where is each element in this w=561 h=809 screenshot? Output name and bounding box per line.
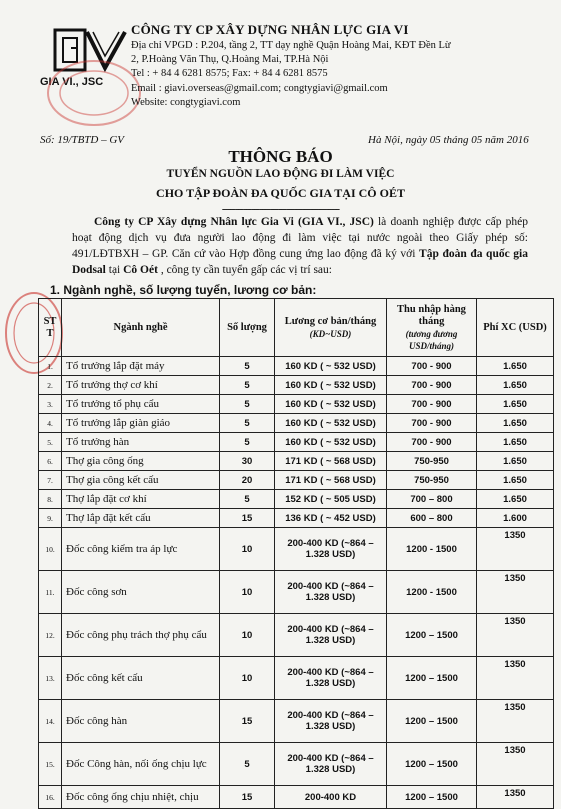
cell-income: 1200 - 1500	[387, 528, 477, 571]
cell-salary: 136 KD ( ~ 452 USD)	[275, 509, 387, 528]
table-row	[39, 433, 554, 452]
intro-paragraph	[72, 214, 528, 278]
cell-salary: 160 KD ( ~ 532 USD)	[275, 376, 387, 395]
intro-partner-name: Tập đoàn đa quốc gia Dodsal	[72, 248, 528, 276]
cell-income: 750-950	[387, 471, 477, 490]
cell-salary: 160 KD ( ~ 532 USD)	[275, 414, 387, 433]
cell-stt: 15.	[39, 743, 62, 786]
cell-stt: 1.	[39, 357, 62, 376]
cell-income: 700 - 900	[387, 414, 477, 433]
cell-fee: 1.600	[477, 509, 554, 528]
cell-job: Đốc công phụ trách thợ phụ cẩu	[62, 614, 220, 657]
cell-fee: 1.650	[477, 433, 554, 452]
cell-salary: 200-400 KD (~864 –1.328 USD)	[275, 700, 387, 743]
cell-salary: 152 KD ( ~ 505 USD)	[275, 490, 387, 509]
document-subtitle-2: CHO TẬP ĐOÀN ĐA QUỐC GIA TẠI CÔ OÉT	[156, 186, 405, 200]
cell-qty: 5	[220, 433, 275, 452]
cell-stt: 6.	[39, 452, 62, 471]
cell-stt: 14.	[39, 700, 62, 743]
col-header-job: Ngành nghề	[62, 299, 220, 357]
intro-text-end: , công ty cần tuyển gấp các vị trí sau:	[157, 264, 332, 276]
cell-job: Tổ trưởng thợ cơ khí	[62, 376, 220, 395]
cell-fee: 1350	[477, 571, 554, 614]
cell-job: Tổ trưởng hàn	[62, 433, 220, 452]
cell-salary: 200-400 KD	[275, 786, 387, 809]
cell-fee: 1350	[477, 528, 554, 571]
cell-qty: 10	[220, 614, 275, 657]
table-row	[39, 786, 554, 809]
tel-fax-line: Tel : + 84 4 6281 8575; Fax: + 84 4 6281 8575	[131, 68, 328, 79]
cell-income: 1200 – 1500	[387, 743, 477, 786]
cell-job: Đốc công sơn	[62, 571, 220, 614]
cell-job: Thợ lắp đặt kết cấu	[62, 509, 220, 528]
cell-job: Tổ trưởng tổ phụ cẩu	[62, 395, 220, 414]
table-row	[39, 528, 554, 571]
intro-company-name: Công ty CP Xây dựng Nhân lực Gia Vi (GIA VI., JSC)	[94, 216, 374, 228]
intro-text: là doanh nghiệp được cấp phép hoạt động dịch vụ đưa người lao động đi làm việc tại nước ngoài theo Giấy phép số: 491/LĐTBXH – GP. Căn cứ vào Hợp đồng cung ứng lao động đã ký với	[72, 216, 528, 260]
col-header-salary	[275, 299, 387, 357]
cell-fee: 1.650	[477, 357, 554, 376]
cell-income: 1200 – 1500	[387, 700, 477, 743]
cell-job: Đốc Công hàn, nối ống chịu lực	[62, 743, 220, 786]
cell-income: 700 – 800	[387, 490, 477, 509]
table-row	[39, 452, 554, 471]
intro-country: Cô Oét	[123, 264, 158, 276]
cell-salary: 200-400 KD (~864 –1.328 USD)	[275, 614, 387, 657]
cell-job: Thợ gia công ống	[62, 452, 220, 471]
cell-fee: 1.650	[477, 490, 554, 509]
cell-fee: 1350	[477, 614, 554, 657]
income-header-note: (tương đương USD/tháng)	[405, 328, 458, 351]
table-row	[39, 395, 554, 414]
cell-income: 700 - 900	[387, 376, 477, 395]
table-row	[39, 414, 554, 433]
cell-income: 750-950	[387, 452, 477, 471]
cell-stt: 13.	[39, 657, 62, 700]
address-line-1: Địa chỉ VPGD : P.204, tầng 2, TT dạy nghề Quận Hoàng Mai, KĐT Đền Lừ	[131, 40, 451, 51]
cell-qty: 15	[220, 509, 275, 528]
cell-salary: 160 KD ( ~ 532 USD)	[275, 357, 387, 376]
cell-salary: 200-400 KD (~864 –1.328 USD)	[275, 528, 387, 571]
cell-job: Thợ lắp đặt cơ khí	[62, 490, 220, 509]
cell-stt: 12.	[39, 614, 62, 657]
cell-qty: 15	[220, 786, 275, 809]
cell-job: Đốc công ống chịu nhiệt, chịu	[62, 786, 220, 809]
cell-fee: 1350	[477, 786, 554, 809]
cell-qty: 5	[220, 743, 275, 786]
table-row	[39, 376, 554, 395]
table-row	[39, 743, 554, 786]
cell-fee: 1350	[477, 743, 554, 786]
company-name: CÔNG TY CP XÂY DỰNG NHÂN LỰC GIA VI	[131, 22, 409, 37]
cell-fee: 1350	[477, 700, 554, 743]
cell-income: 1200 – 1500	[387, 657, 477, 700]
logo-caption: GIA VI., JSC	[40, 76, 104, 88]
cell-qty: 5	[220, 395, 275, 414]
cell-stt: 10.	[39, 528, 62, 571]
col-header-quantity: Số lượng	[220, 299, 275, 357]
cell-stt: 4.	[39, 414, 62, 433]
cell-stt: 16.	[39, 786, 62, 809]
table-row	[39, 657, 554, 700]
salary-header-unit: (KD~USD)	[309, 328, 352, 339]
cell-salary: 200-400 KD (~864 –1.328 USD)	[275, 571, 387, 614]
cell-income: 700 - 900	[387, 357, 477, 376]
cell-income: 1200 - 1500	[387, 571, 477, 614]
cell-fee: 1.650	[477, 376, 554, 395]
cell-fee: 1.650	[477, 395, 554, 414]
document-subtitle-1: TUYỂN NGUỒN LAO ĐỘNG ĐI LÀM VIỆC	[166, 168, 395, 180]
cell-income: 700 - 900	[387, 433, 477, 452]
document-number: Số: 19/TBTD – GV	[40, 134, 125, 146]
income-header-label: Thu nhập hàng tháng	[397, 303, 466, 327]
cell-qty: 30	[220, 452, 275, 471]
document-title: THÔNG BÁO	[228, 147, 333, 166]
cell-stt: 5.	[39, 433, 62, 452]
cell-salary: 171 KD ( ~ 568 USD)	[275, 471, 387, 490]
cell-qty: 5	[220, 490, 275, 509]
cell-stt: 3.	[39, 395, 62, 414]
cell-fee: 1.650	[477, 471, 554, 490]
cell-fee: 1350	[477, 657, 554, 700]
table-row	[39, 571, 554, 614]
cell-stt: 11.	[39, 571, 62, 614]
email-line: Email : giavi.overseas@gmail.com; congtygiavi@gmail.com	[131, 83, 388, 94]
document-date: Hà Nội, ngày 05 tháng 05 năm 2016	[368, 134, 529, 146]
cell-qty: 15	[220, 700, 275, 743]
cell-salary: 200-400 KD (~864 –1.328 USD)	[275, 657, 387, 700]
cell-income: 600 – 800	[387, 509, 477, 528]
col-header-income	[387, 299, 477, 357]
cell-qty: 10	[220, 528, 275, 571]
col-header-fee: Phí XC (USD)	[477, 299, 554, 357]
cell-income: 1200 – 1500	[387, 786, 477, 809]
table-row	[39, 700, 554, 743]
table-row	[39, 614, 554, 657]
cell-qty: 10	[220, 657, 275, 700]
table-row	[39, 357, 554, 376]
intro-text-at: tại	[105, 264, 124, 276]
cell-fee: 1.650	[477, 414, 554, 433]
table-row	[39, 509, 554, 528]
section-heading: 1. Ngành nghề, số lượng tuyển, lương cơ bản:	[50, 283, 317, 297]
jobs-table	[38, 298, 554, 809]
cell-qty: 10	[220, 571, 275, 614]
cell-income: 700 - 900	[387, 395, 477, 414]
company-seal-stamp	[44, 58, 144, 128]
cell-job: Đốc công kết cấu	[62, 657, 220, 700]
table-row	[39, 471, 554, 490]
col-header-stt: ST T	[39, 299, 62, 357]
salary-header-label: Lương cơ bản/tháng	[284, 315, 377, 327]
cell-qty: 5	[220, 414, 275, 433]
cell-job: Tổ trưởng lắp đặt máy	[62, 357, 220, 376]
cell-qty: 20	[220, 471, 275, 490]
cell-stt: 2.	[39, 376, 62, 395]
cell-fee: 1.650	[477, 452, 554, 471]
address-line-2: 2, P.Hoàng Văn Thụ, Q.Hoàng Mai, TP.Hà Nội	[131, 54, 329, 65]
cell-income: 1200 – 1500	[387, 614, 477, 657]
table-row	[39, 490, 554, 509]
cell-job: Đốc công hàn	[62, 700, 220, 743]
cell-salary: 171 KD ( ~ 568 USD)	[275, 452, 387, 471]
cell-job: Đốc công kiểm tra áp lực	[62, 528, 220, 571]
cell-salary: 160 KD ( ~ 532 USD)	[275, 433, 387, 452]
cell-qty: 5	[220, 357, 275, 376]
cell-stt: 8.	[39, 490, 62, 509]
cell-salary: 160 KD ( ~ 532 USD)	[275, 395, 387, 414]
website-line: Website: congtygiavi.com	[131, 97, 241, 108]
cell-stt: 7.	[39, 471, 62, 490]
cell-job: Thợ gia công kết cấu	[62, 471, 220, 490]
title-divider: --------------------------------------------	[221, 203, 340, 215]
cell-qty: 5	[220, 376, 275, 395]
cell-job: Tổ trưởng lắp giàn giáo	[62, 414, 220, 433]
cell-salary: 200-400 KD (~864 –1.328 USD)	[275, 743, 387, 786]
cell-stt: 9.	[39, 509, 62, 528]
